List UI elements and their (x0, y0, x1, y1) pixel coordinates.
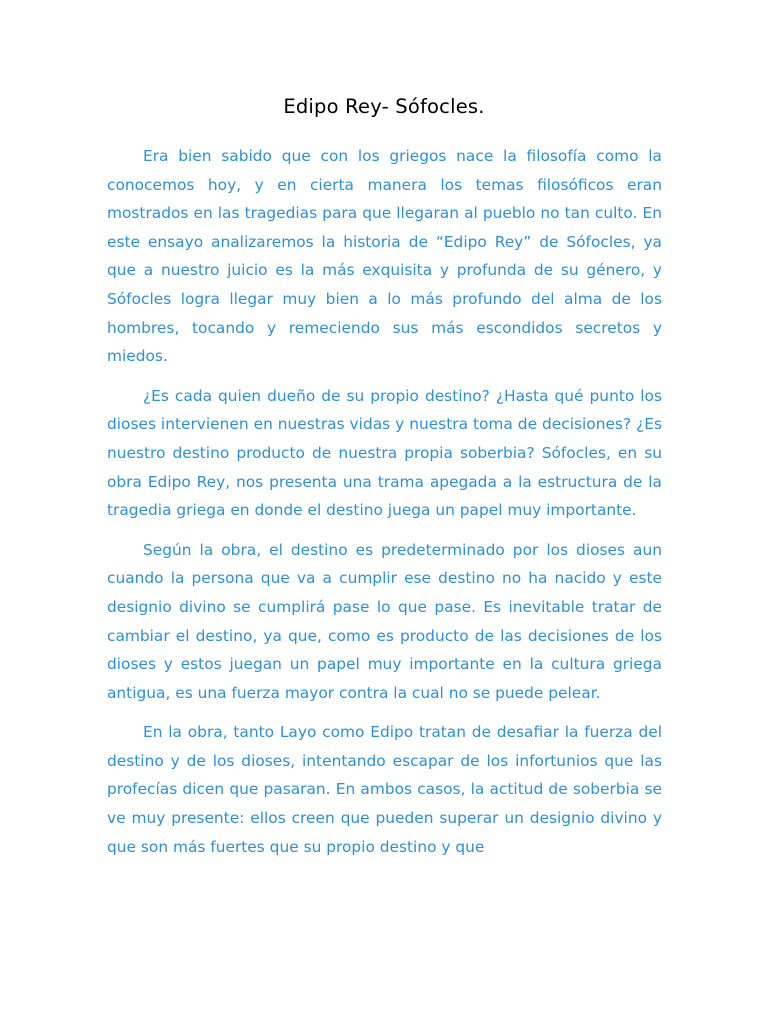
paragraph-4: En la obra, tanto Layo como Edipo tratan de desafiar la fuerza del destino y de los dioses, intentando escapar de los infortunios que las profecías dicen que pasaran. En ambos casos, la actitud de soberbia se ve muy presente: ellos creen que pueden superar un designio divino y que son más fuertes que su propio destino y que (107, 723, 662, 856)
document-title: Edipo Rey- Sófocles. (283, 95, 485, 118)
paragraph-2: ¿Es cada quien dueño de su propio destino? ¿Hasta qué punto los dioses intervienen en nuestras vidas y nuestra toma de decisiones? ¿Es nuestro destino producto de nuestra propia soberbia? Sófocles, en su obra Edipo Rey, nos presenta una trama apegada a la estructura de la tragedia griega en donde el destino juega un papel muy importante. (107, 386, 662, 520)
paragraph-3: Según la obra, el destino es predeterminado por los dioses aun cuando la persona que va a cumplir ese destino no ha nacido y este designio divino se cumplirá pase lo que pase. Es inevitable tratar de cambiar el destino, ya que, como es producto de las decisiones de los dioses y estos juegan un papel muy importante en la cultura griega antigua, es una fuerza mayor contra la cual no se puede pelear. (107, 540, 662, 702)
paragraph-1: Era bien sabido que con los griegos nace la filosofía como la conocemos hoy, y en cierta manera los temas filosóficos eran mostrados en las tragedias para que llegaran al pueblo no tan culto. En este ensayo analizaremos la historia de “Edipo Rey” de Sófocles, ya que a nuestro juicio es la más exquisita y profunda de su género, y Sófocles logra llegar muy bien a lo más profundo del alma de los hombres, tocando y remeciendo sus más escondidos secretos y miedos. (107, 147, 662, 366)
document-body (107, 142, 662, 872)
